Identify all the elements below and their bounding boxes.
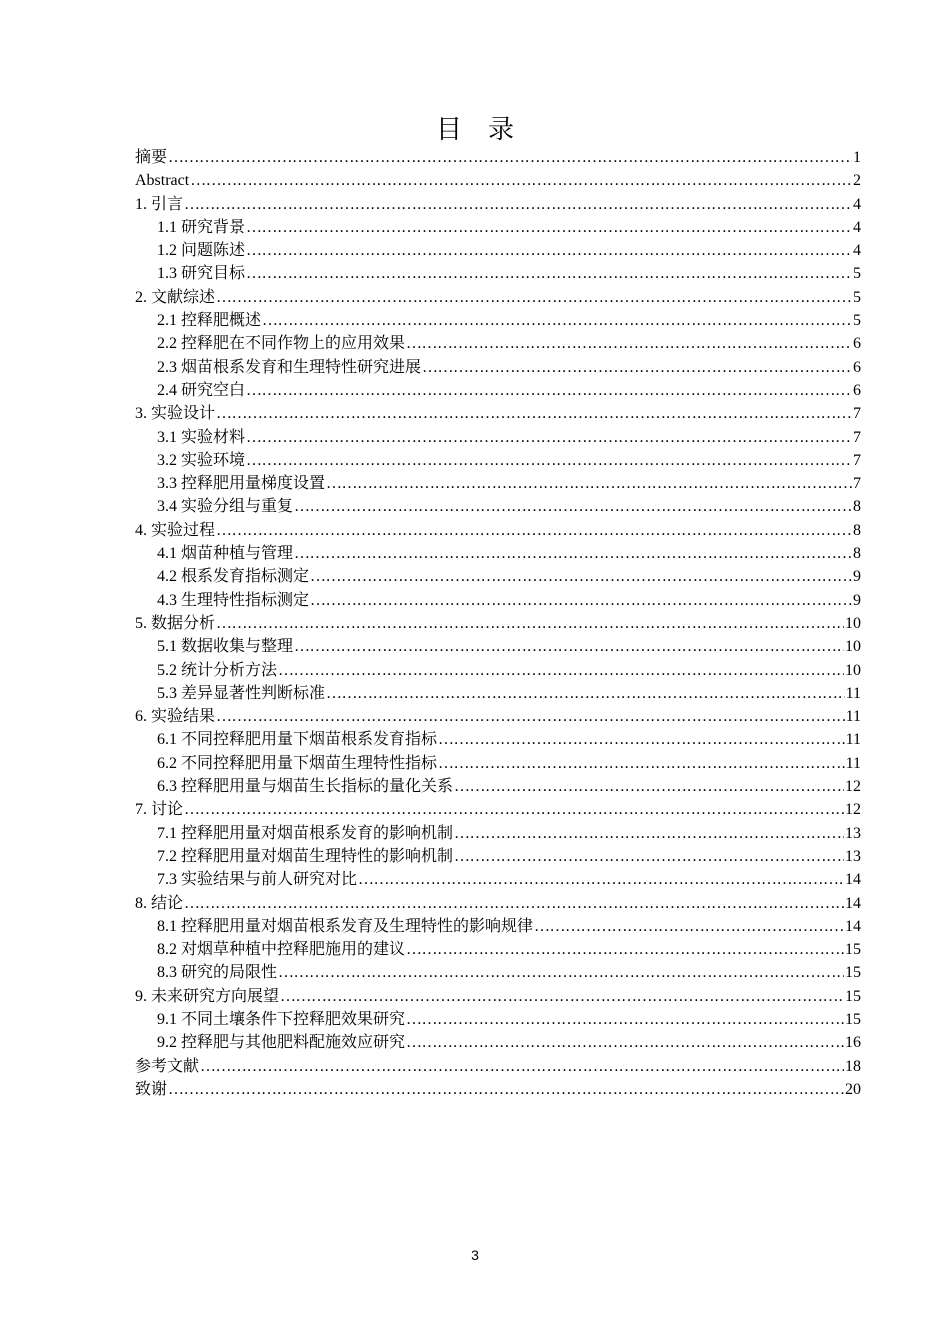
toc-entry-page: 12: [845, 801, 861, 819]
toc-entry[interactable]: [135, 915, 861, 938]
toc-dot-leader: [310, 565, 852, 588]
toc-entry[interactable]: [135, 985, 861, 1008]
toc-entry-page: 7: [853, 428, 861, 446]
toc-dot-leader: [278, 961, 844, 984]
toc-dot-leader: [406, 938, 844, 961]
toc-entry-page: 6: [853, 335, 861, 353]
toc-entry-title: 8.3 研究的局限性: [157, 964, 278, 982]
toc-entry-page: 15: [845, 941, 861, 959]
toc-entry-page: 4: [853, 218, 861, 236]
toc-entry-title: 1. 引言: [135, 195, 184, 213]
toc-entry-title: 4.3 生理特性指标测定: [157, 591, 310, 609]
toc-entry-title: 8. 结论: [135, 894, 184, 912]
toc-entry-title: 3.2 实验环境: [157, 451, 246, 469]
toc-entry-page: 8: [853, 545, 861, 563]
toc-dot-leader: [454, 845, 844, 868]
toc-entry-title: 致谢: [135, 1080, 168, 1098]
toc-entry[interactable]: [135, 612, 861, 635]
toc-dot-leader: [534, 915, 844, 938]
toc-entry[interactable]: [135, 1078, 861, 1101]
toc-dot-leader: [454, 775, 844, 798]
toc-entry-page: 8: [853, 498, 861, 516]
toc-dot-leader: [310, 589, 852, 612]
toc-entry-page: 13: [845, 824, 861, 842]
toc-entry-page: 11: [845, 754, 861, 772]
toc-entry-title: 6.3 控释肥用量与烟苗生长指标的量化关系: [157, 778, 454, 796]
toc-entry-title: 5. 数据分析: [135, 614, 216, 632]
toc-dot-leader: [422, 356, 852, 379]
toc-dot-leader: [406, 1031, 844, 1054]
toc-dot-leader: [184, 892, 844, 915]
toc-entry[interactable]: [135, 402, 861, 425]
toc-entry-title: 1.2 问题陈述: [157, 242, 246, 260]
toc-entry[interactable]: [135, 682, 861, 705]
toc-dot-leader: [216, 612, 844, 635]
toc-dot-leader: [406, 1008, 844, 1031]
toc-entry-page: 13: [845, 847, 861, 865]
toc-dot-leader: [246, 262, 852, 285]
toc-entry-page: 11: [845, 731, 861, 749]
toc-dot-leader: [326, 472, 852, 495]
toc-dot-leader: [294, 635, 844, 658]
toc-entry-title: 3.3 控释肥用量梯度设置: [157, 475, 326, 493]
toc-entry-title: 9.2 控释肥与其他肥料配施效应研究: [157, 1034, 406, 1052]
toc-entry-title: 6. 实验结果: [135, 708, 216, 726]
toc-entry-page: 20: [845, 1080, 861, 1098]
toc-entry[interactable]: [135, 752, 861, 775]
toc-dot-leader: [200, 1055, 844, 1078]
toc-entry-title: 4.2 根系发育指标测定: [157, 568, 310, 586]
toc-dot-leader: [216, 519, 852, 542]
toc-entry[interactable]: [135, 868, 861, 891]
toc-entry-page: 5: [853, 265, 861, 283]
toc-entry[interactable]: [135, 542, 861, 565]
toc-entry[interactable]: [135, 775, 861, 798]
toc-entry-page: 6: [853, 358, 861, 376]
toc-entry-title: 9. 未来研究方向展望: [135, 987, 280, 1005]
toc-entry[interactable]: [135, 822, 861, 845]
toc-dot-leader: [246, 216, 852, 239]
toc-entry-page: 11: [845, 684, 861, 702]
toc-entry[interactable]: [135, 426, 861, 449]
toc-entry[interactable]: [135, 286, 861, 309]
toc-entry[interactable]: [135, 1055, 861, 1078]
toc-entry-title: 6.1 不同控释肥用量下烟苗根系发育指标: [157, 731, 438, 749]
toc-entry[interactable]: [135, 309, 861, 332]
toc-entry-page: 9: [853, 568, 861, 586]
toc-entry[interactable]: [135, 705, 861, 728]
toc-entry-page: 2: [853, 172, 861, 190]
toc-entry-title: 7.3 实验结果与前人研究对比: [157, 871, 358, 889]
toc-dot-leader: [278, 659, 844, 682]
toc-entry[interactable]: [135, 635, 861, 658]
toc-entry[interactable]: [135, 239, 861, 262]
toc-entry[interactable]: [135, 1008, 861, 1031]
toc-entry-page: 14: [845, 917, 861, 935]
toc-entry[interactable]: [135, 519, 861, 542]
page-number: 3: [471, 1247, 479, 1263]
toc-entry[interactable]: [135, 845, 861, 868]
toc-entry-title: 5.1 数据收集与整理: [157, 638, 294, 656]
toc-entry[interactable]: [135, 379, 861, 402]
toc-entry-title: 7.1 控释肥用量对烟苗根系发育的影响机制: [157, 824, 454, 842]
toc-entry-title: 摘要: [135, 149, 168, 166]
toc-dot-leader: [438, 752, 845, 775]
toc-title: [0, 112, 950, 148]
toc-entry-title: 2.2 控释肥在不同作物上的应用效果: [157, 335, 406, 353]
toc-dot-leader: [168, 146, 852, 169]
toc-entry-title: 参考文献: [135, 1057, 200, 1075]
toc-dot-leader: [246, 239, 852, 262]
toc-entry-title: 3.4 实验分组与重复: [157, 498, 294, 516]
toc-entry[interactable]: [135, 938, 861, 961]
toc-entry[interactable]: [135, 262, 861, 285]
table-of-contents: [135, 146, 861, 1101]
toc-entry-page: 1: [853, 149, 861, 166]
toc-entry[interactable]: [135, 146, 861, 169]
toc-entry-page: 5: [853, 288, 861, 306]
toc-entry-title: 9.1 不同土壤条件下控释肥效果研究: [157, 1010, 406, 1028]
toc-entry[interactable]: [135, 169, 861, 192]
toc-entry[interactable]: [135, 449, 861, 472]
toc-entry[interactable]: [135, 356, 861, 379]
toc-entry-title: 2. 文献综述: [135, 288, 216, 306]
toc-entry-page: 7: [853, 475, 861, 493]
toc-entry[interactable]: [135, 798, 861, 821]
toc-entry-title: 2.1 控释肥概述: [157, 312, 262, 330]
toc-entry-title: 6.2 不同控释肥用量下烟苗生理特性指标: [157, 754, 438, 772]
toc-entry-page: 8: [853, 521, 861, 539]
toc-dot-leader: [326, 682, 845, 705]
toc-dot-leader: [294, 542, 852, 565]
toc-entry-page: 4: [853, 195, 861, 213]
toc-dot-leader: [246, 449, 852, 472]
toc-entry-title: 3. 实验设计: [135, 405, 216, 423]
toc-entry[interactable]: [135, 565, 861, 588]
toc-entry-page: 12: [845, 778, 861, 796]
toc-dot-leader: [216, 705, 845, 728]
toc-entry-page: 16: [845, 1034, 861, 1052]
toc-entry-page: 15: [845, 987, 861, 1005]
toc-entry[interactable]: [135, 659, 861, 682]
toc-entry-title: Abstract: [135, 172, 190, 190]
toc-entry-title: 3.1 实验材料: [157, 428, 246, 446]
toc-dot-leader: [246, 379, 852, 402]
toc-entry[interactable]: [135, 961, 861, 984]
toc-entry[interactable]: [135, 728, 861, 751]
toc-dot-leader: [280, 985, 844, 1008]
toc-entry-page: 14: [845, 894, 861, 912]
toc-entry[interactable]: [135, 892, 861, 915]
toc-entry-title: 2.3 烟苗根系发育和生理特性研究进展: [157, 358, 422, 376]
toc-dot-leader: [216, 286, 852, 309]
toc-dot-leader: [358, 868, 844, 891]
toc-entry-page: 9: [853, 591, 861, 609]
toc-entry-title: 4.1 烟苗种植与管理: [157, 545, 294, 563]
toc-entry-page: 7: [853, 405, 861, 423]
toc-entry-page: 15: [845, 964, 861, 982]
toc-entry-title: 2.4 研究空白: [157, 381, 246, 399]
toc-dot-leader: [216, 402, 852, 425]
toc-dot-leader: [294, 495, 852, 518]
toc-entry-page: 14: [845, 871, 861, 889]
toc-entry-title: 8.2 对烟草种植中控释肥施用的建议: [157, 941, 406, 959]
toc-entry-title: 5.3 差异显著性判断标准: [157, 684, 326, 702]
toc-title-char-1: 目: [435, 115, 462, 144]
toc-entry[interactable]: [135, 193, 861, 216]
toc-entry[interactable]: [135, 589, 861, 612]
toc-entry-page: 6: [853, 381, 861, 399]
toc-dot-leader: [184, 193, 852, 216]
toc-entry-title: 4. 实验过程: [135, 521, 216, 539]
toc-dot-leader: [406, 332, 852, 355]
toc-entry-page: 10: [845, 614, 861, 632]
toc-entry-page: 15: [845, 1010, 861, 1028]
toc-dot-leader: [168, 1078, 844, 1101]
toc-entry[interactable]: [135, 332, 861, 355]
toc-dot-leader: [454, 822, 844, 845]
toc-dot-leader: [190, 169, 852, 192]
toc-dot-leader: [184, 798, 844, 821]
toc-entry-page: 10: [845, 638, 861, 656]
toc-entry-page: 7: [853, 451, 861, 469]
toc-dot-leader: [262, 309, 852, 332]
toc-entry-title: 8.1 控释肥用量对烟苗根系发育及生理特性的影响规律: [157, 917, 534, 935]
toc-entry[interactable]: [135, 1031, 861, 1054]
toc-entry-page: 18: [845, 1057, 861, 1075]
toc-entry-title: 7.2 控释肥用量对烟苗生理特性的影响机制: [157, 847, 454, 865]
toc-entry[interactable]: [135, 216, 861, 239]
toc-entry-page: 4: [853, 242, 861, 260]
toc-entry-page: 5: [853, 312, 861, 330]
toc-entry-title: 1.1 研究背景: [157, 218, 246, 236]
toc-dot-leader: [438, 728, 845, 751]
toc-entry-page: 11: [845, 708, 861, 726]
toc-entry-title: 1.3 研究目标: [157, 265, 246, 283]
toc-entry[interactable]: [135, 472, 861, 495]
toc-entry-title: 5.2 统计分析方法: [157, 661, 278, 679]
toc-title-char-2: 录: [488, 115, 515, 144]
toc-entry[interactable]: [135, 495, 861, 518]
toc-entry-title: 7. 讨论: [135, 801, 184, 819]
toc-entry-page: 10: [845, 661, 861, 679]
toc-dot-leader: [246, 426, 852, 449]
